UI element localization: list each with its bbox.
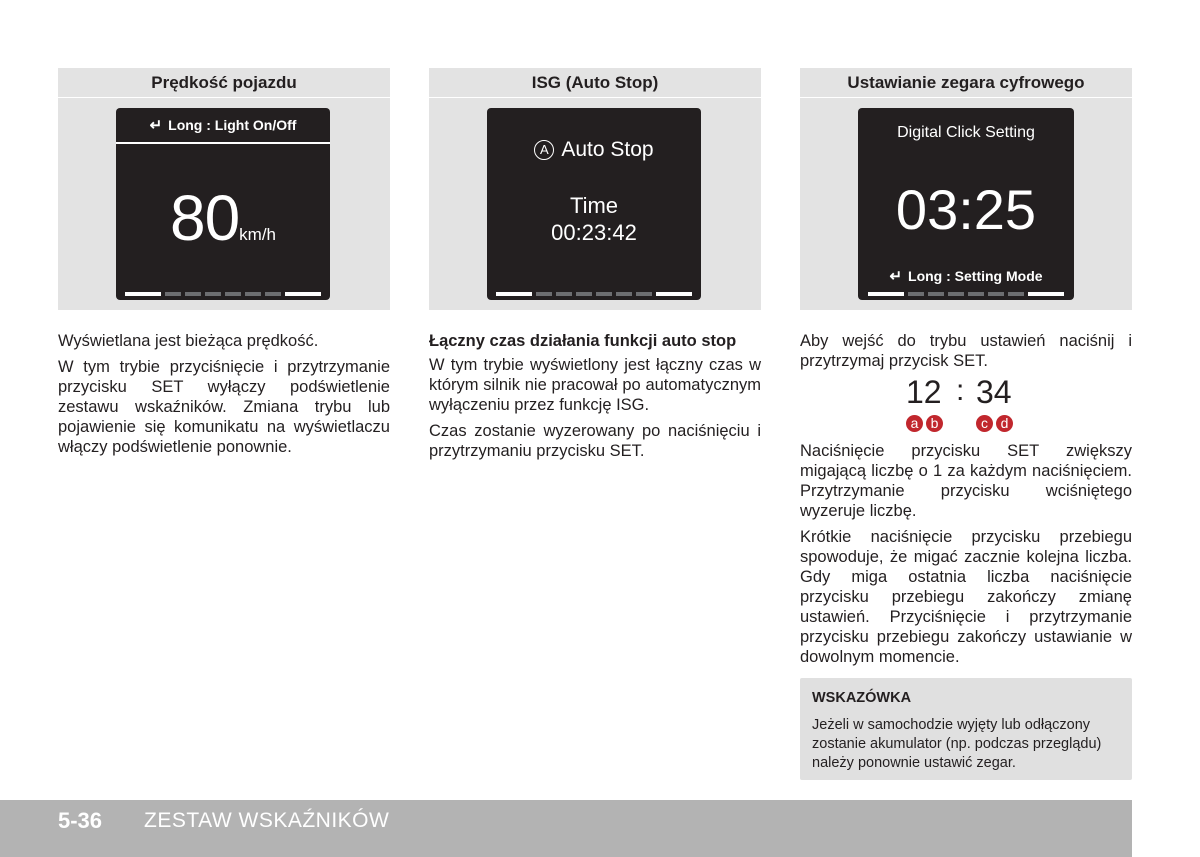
speed-value: 80 [169,182,240,254]
enter-arrow-icon: ↵ [149,117,163,134]
paragraph: Krótkie naciśnięcie przycisku przebiegu spowoduje, że migać zacznie kolejna liczba. Gdy miga ostatnia liczba naciśnięcie przycisku przebiegu zakończy zmianę ustawień. Przyciśnięcie i przytrzymanie przycisku przebiegu zakończy ustawianie w dowolnym momencie. [800,528,1132,666]
speed-display [116,108,330,300]
paragraph: Czas zostanie wyzerowany po naciśnięciu i przytrzymaniu przycisku SET. [429,422,761,460]
page-indicator [487,292,701,296]
page-indicator [116,292,330,296]
speed-readout [116,182,330,254]
speed-description [58,331,390,463]
clock-panel [800,68,1132,310]
isg-description [429,331,761,467]
note-box [800,678,1132,780]
paragraph: Naciśnięcie przycisku SET zwiększy migającą liczbę o 1 za każdym naciśnięciem. Przytrzymanie przycisku wciśniętego wyzeruje liczbę. [800,442,1132,520]
page-footer [0,800,1132,857]
paragraph: W tym trybie przyciśnięcie i przytrzymanie przycisku SET wyłączy podświetlenie zestawu wskaźników. Zmiana trybu lub pojawienie się komunikatu na wyświetlaczu włączy podświetlenie ponownie. [58,358,390,456]
label-c: c [976,415,993,432]
screen-hint-row [858,267,1074,285]
isg-display [487,108,701,300]
panel-header: ISG (Auto Stop) [429,68,761,98]
auto-stop-icon: A [534,140,554,160]
note-title: WSKAZÓWKA [812,690,912,706]
time-label: Time [569,193,619,218]
screen-hint: Long : Light On/Off [168,117,297,133]
section-title: ZESTAW WSKAŹNIKÓW [144,809,390,832]
speed-panel [58,68,390,310]
clock-minutes: 34 [976,374,1012,410]
screen-top-bar [116,108,330,144]
auto-stop-row [487,138,701,162]
time-value: 00:23:42 [551,220,637,245]
clock-hours: 12 [906,374,942,410]
page-number: 5-36 [58,808,103,833]
panel-header: Prędkość pojazdu [58,68,390,98]
label-b: b [926,415,943,432]
label-a: a [906,415,923,432]
clock-instructions [800,441,1132,673]
enter-arrow-icon: ↵ [889,268,903,285]
note-body: Jeżeli w samochodzie wyjęty lub odłączony zostanie akumulator (np. podczas przeglądu) należy ponownie ustawić zegar. [812,717,1102,771]
screen-hint: Long : Setting Mode [908,268,1043,284]
clock-separator: : [956,374,965,407]
clock-display [858,108,1074,300]
clock-description [800,331,1132,377]
isg-panel [429,68,761,310]
screen-title: Digital Click Setting [897,124,1035,141]
clock-example [880,374,1060,434]
paragraph: Wyświetlana jest bieżąca prędkość. [58,332,319,350]
subheading: Łączny czas działania funkcji auto stop [429,332,737,350]
paragraph: W tym trybie wyświetlony jest łączny czas w którym silnik nie pracował po automatycznym wyłączeniu przez funkcję ISG. [429,356,761,414]
panel-header: Ustawianie zegara cyfrowego [800,68,1132,98]
label-d: d [996,415,1013,432]
page-indicator [858,292,1074,296]
clock-time: 03:25 [895,178,1037,241]
speed-unit: km/h [239,225,277,244]
auto-stop-label: Auto Stop [561,138,654,161]
paragraph: Aby wejść do trybu ustawień naciśnij i przytrzymaj przycisk SET. [800,332,1132,370]
